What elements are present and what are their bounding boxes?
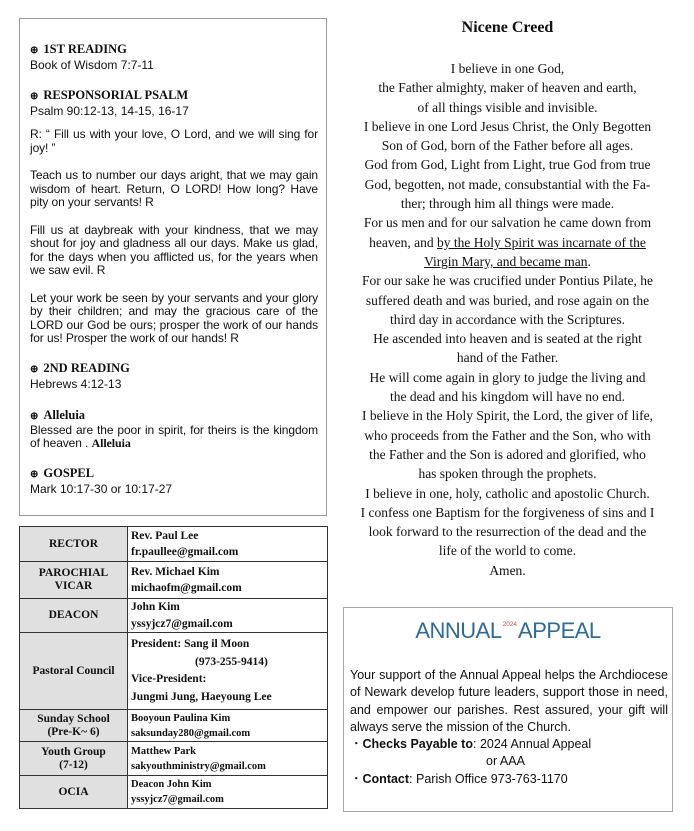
creed-line: Virgin Mary, and became man. [424, 253, 591, 269]
creed-line: the dead and his kingdom will have no end. [389, 389, 626, 405]
contact-line: ・Contact: Parish Office 973-763-1170 [350, 771, 568, 786]
appeal-body [350, 667, 668, 788]
table-row [20, 710, 328, 742]
gospel-heading: ⊕ GOSPEL [30, 465, 95, 480]
creed-line: ther; through him all things were made. [400, 196, 615, 212]
creed-text [345, 59, 670, 580]
first-reading-heading: ⊕ 1ST READING [30, 42, 127, 56]
table-row [20, 599, 328, 633]
role-cell: Pastoral Council [20, 633, 128, 710]
role-cell: OCIA [20, 776, 128, 809]
bullet-icon: ・ [350, 737, 363, 752]
table-row [20, 562, 328, 599]
annual-appeal-logo: $ANNUAL^{2024}APPEAL$ [415, 618, 601, 643]
creed-line: has spoken through the prophets. [418, 466, 597, 482]
alleluia-text: Blessed are the poor in spirit, for theirs is the kingdom of heaven . Alleluia [30, 422, 318, 450]
creed-line: Amen. [489, 562, 526, 578]
creed-line: God, begotten, not made, consubstantial with the Fa- [364, 176, 651, 192]
cross-marker-icon: ⊕ [30, 45, 39, 56]
role-cell: Youth Group (7-12) [20, 742, 128, 776]
bullet-icon: ・ [350, 771, 363, 786]
cross-marker-icon: ⊕ [30, 468, 39, 480]
first-reading-ref: Book of Wisdom 7:7-11 [30, 58, 154, 72]
contact-cell: Rev. Michael Kim michaofm@gmail.com [128, 562, 328, 599]
contact-table [19, 526, 328, 809]
creed-line: the Father almighty, maker of heaven and earth, [378, 80, 637, 96]
role-cell: Sunday School (Pre-K~ 6) [20, 710, 128, 742]
creed-line: For us men and for our salvation he came down from [363, 215, 652, 231]
contact-cell: President: Sang il Moon (973-255-9414) Vice-President: Jungmi Jung, Haeyoung Lee [128, 633, 328, 710]
creed-line: He ascended into heaven and is seated at the right [373, 331, 642, 347]
appeal-description: Your support of the Annual Appeal helps the Archdiocese of Newark develop future leaders, support those in need, and empower our parishes. Rest assured, your gift will always serve the mission of the Church. [350, 668, 668, 734]
psalm-ref: Psalm 90:12-13, 14-15, 16-17 [30, 104, 189, 118]
creed-line: the Father and the Son is adored and glorified, who [369, 446, 646, 462]
creed-line: For our sake he was crucified under Pontius Pilate, he [362, 273, 653, 289]
role-cell: RECTOR [20, 527, 128, 562]
contact-cell: Booyoun Paulina Kim saksunday280@gmail.com [128, 710, 328, 742]
checks-payable-line: ・Checks Payable to: 2024 Annual Appeal [350, 737, 592, 752]
creed-line: look forward to the resurrection of the dead and the [368, 524, 647, 540]
table-row [20, 776, 328, 809]
creed-line: suffered death and was buried, and rose again on the [365, 292, 650, 308]
gospel-ref: Mark 10:17-30 or 10:17-27 [30, 481, 173, 496]
second-reading-heading: ⊕ 2ND READING [30, 360, 130, 375]
creed-line: life of the world to come. [438, 543, 577, 559]
annual-appeal-box [343, 607, 673, 812]
creed-title: Nicene Creed [461, 19, 554, 36]
readings-box [19, 18, 327, 516]
cross-marker-icon: ⊕ [30, 410, 39, 422]
psalm-verse: Let your work be seen by your servants and your glory by their children; and may the gracious care of the LORD our God be ours; prosper the work of our hands for us! Prosper the work of our hands! R [30, 290, 318, 345]
contact-cell: Deacon John Kim yssyjcz7@gmail.com [128, 776, 328, 809]
cross-marker-icon: ⊕ [30, 91, 39, 102]
checks-payable-alt: or AAA [486, 754, 525, 769]
alleluia-heading: ⊕ Alleluia [30, 407, 86, 422]
contact-cell: Matthew Park sakyouthministry@gmail.com [128, 742, 328, 776]
cross-marker-icon: ⊕ [30, 363, 39, 375]
table-row [20, 742, 328, 776]
table-row [20, 527, 328, 562]
creed-line: of all things visible and invisible. [417, 99, 598, 115]
creed-line: I believe in one Lord Jesus Christ, the Only Begotten [363, 118, 652, 134]
creed-line: I confess one Baptism for the forgiveness of sins and I [360, 504, 655, 520]
creed-line: hand of the Father. [456, 350, 559, 366]
creed-line: I believe in the Holy Spirit, the Lord, the giver of life, [362, 408, 653, 424]
role-cell: PAROCHIAL VICAR [20, 562, 128, 599]
creed-line: third day in accordance with the Scriptures. [389, 311, 626, 327]
psalm-verse: Fill us at daybreak with your kindness, that we may shout for joy and gladness all our days. Make us glad, for the days when you afflicted us, for the years when we saw evil. R [30, 222, 318, 277]
psalm-verse: Teach us to number our days aright, that we may gain wisdom of heart. Return, O LORD! How long? Have pity on your servants! R [30, 168, 318, 209]
creed-line: I believe in one God, [450, 61, 565, 76]
creed-line: He will come again in glory to judge the living and [369, 369, 646, 385]
creed-line: Son of God, born of the Father before all ages. [381, 138, 634, 154]
table-row [20, 633, 328, 710]
creed-line: who proceeds from the Father and the Son, who with [364, 427, 651, 443]
psalm-response: R: “ Fill us with your love, O Lord, and we will sing for joy! ” [30, 127, 318, 155]
creed-line: heaven, and by the Holy Spirit was incarnate of the [369, 234, 646, 250]
contact-cell: Rev. Paul Lee fr.paullee@gmail.com [128, 527, 328, 562]
creed-line: I believe in one, holy, catholic and apostolic Church. [365, 485, 650, 501]
second-reading-ref: Hebrews 4:12-13 [30, 376, 122, 391]
role-cell: DEACON [20, 599, 128, 633]
psalm-heading: ⊕ RESPONSORIAL PSALM [30, 88, 189, 102]
creed-line: God from God, Light from Light, true God from true [364, 157, 651, 173]
contact-cell: John Kim yssyjcz7@gmail.com [128, 599, 328, 633]
